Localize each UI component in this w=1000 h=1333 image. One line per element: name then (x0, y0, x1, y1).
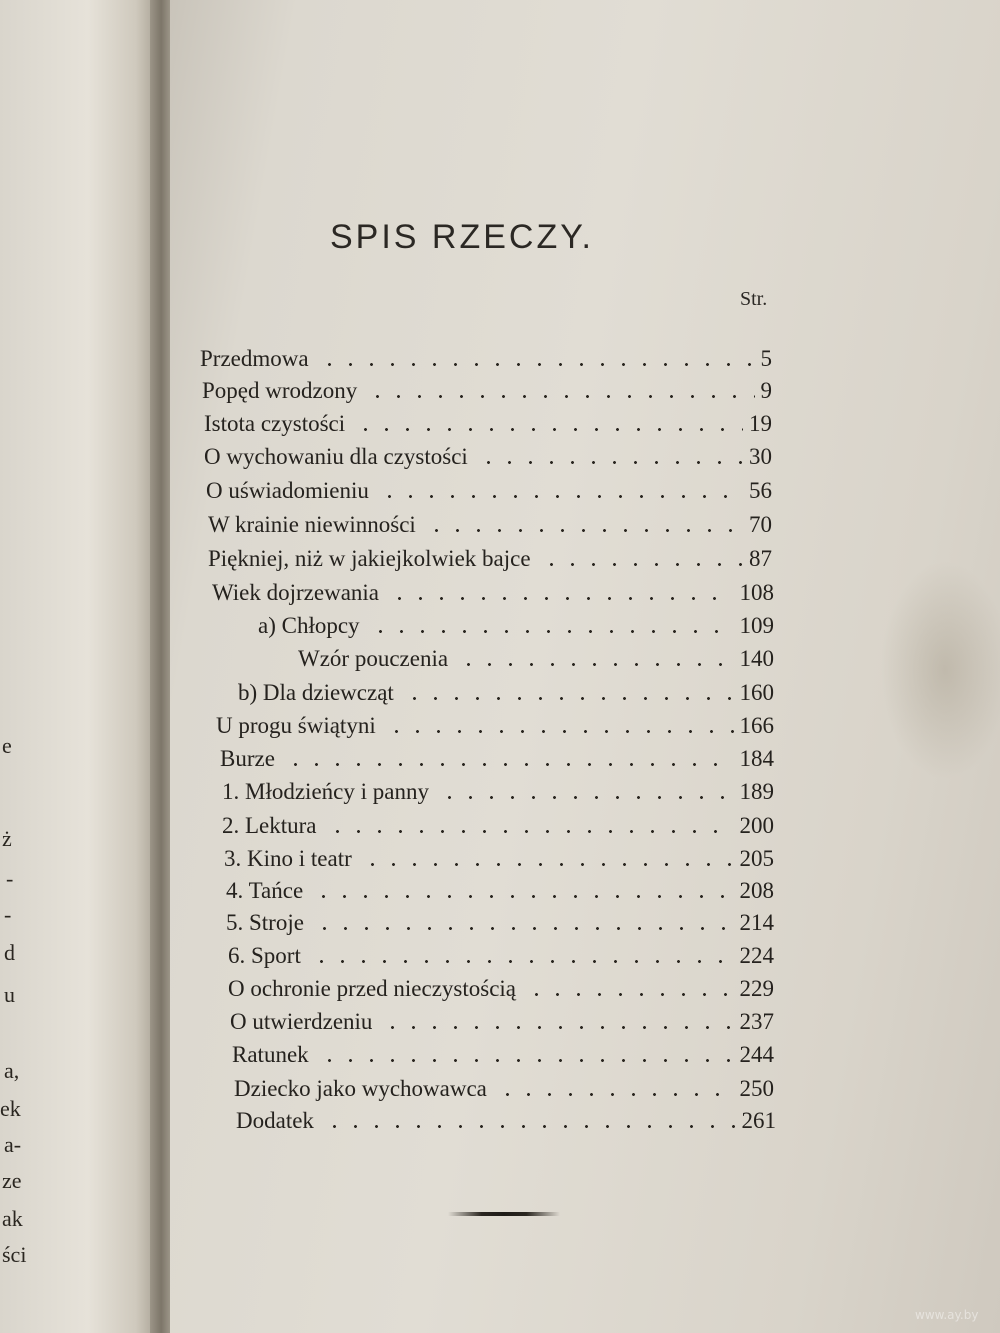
toc-entry (204, 403, 772, 437)
toc-entry-page: 224 (739, 943, 774, 968)
toc-entry-title: 6. Sport (228, 943, 301, 968)
toc-entry-title: U progu świątyni (216, 713, 376, 738)
toc-entry (228, 968, 774, 1002)
toc-entry-page: 5 (760, 346, 772, 371)
toc-entry-title: Przedmowa (200, 346, 309, 371)
toc-leader-dots (327, 830, 734, 833)
toc-entry (216, 705, 774, 739)
toc-entry-page: 87 (749, 546, 772, 571)
toc-entry (222, 805, 774, 839)
toc-leader-dots (458, 663, 733, 666)
toc-entry-title: Wiek dojrzewania (212, 580, 380, 605)
toc-leader-dots (426, 529, 743, 532)
toc-entry-page: 184 (739, 746, 774, 771)
toc-entry-title: Wzór pouczenia (298, 646, 449, 671)
toc-leader-dots (367, 395, 754, 398)
left-page-fragment: ze (2, 1168, 22, 1193)
page-title: SPIS RZECZY. (330, 218, 594, 256)
toc-leader-dots (439, 796, 734, 799)
toc-leader-dots (404, 697, 734, 700)
toc-entry-page: 244 (739, 1042, 774, 1067)
toc-entry (234, 1068, 774, 1102)
toc-leader-dots (324, 1125, 736, 1128)
left-page-fragment: e (2, 733, 12, 758)
left-page-fragment: ek (0, 1096, 21, 1121)
toc-entry-page: 140 (739, 646, 774, 671)
left-page-fragment: d (4, 940, 15, 965)
left-page-fragment: u (4, 982, 15, 1007)
toc-entry (298, 638, 774, 672)
toc-entry-title: b) Dla dziewcząt (238, 680, 394, 705)
toc-entry-title: 4. Tańce (226, 878, 304, 903)
toc-entry-title: Piękniej, niż w jakiejkolwiek bajce (208, 546, 531, 571)
toc-entry-title: 3. Kino i teatr (224, 846, 352, 871)
toc-entry-page: 205 (739, 846, 774, 871)
toc-entry-title: O wychowaniu dla czystości (204, 444, 468, 469)
toc-entry-page: 19 (749, 411, 772, 436)
toc-entry-title: Istota czystości (204, 411, 346, 436)
toc-entry-title: 2. Lektura (222, 813, 317, 838)
toc-entry-page: 229 (739, 976, 774, 1001)
toc-leader-dots (319, 1059, 734, 1062)
toc-leader-dots (355, 428, 743, 431)
toc-entry (212, 572, 774, 606)
toc-entry (226, 870, 774, 904)
ornamental-rule (448, 1212, 560, 1216)
toc-entry (230, 1001, 774, 1035)
toc-entry-title: W krainie niewinności (208, 512, 416, 537)
toc-entry-title: Dodatek (236, 1108, 314, 1133)
toc-leader-dots (382, 1026, 733, 1029)
page-column-label: Str. (740, 288, 768, 310)
toc-entry (222, 771, 774, 805)
toc-entry-title: O utwierdzeniu (230, 1009, 373, 1034)
toc-leader-dots (386, 730, 734, 733)
toc-entry (202, 370, 772, 404)
toc-entry-page: 108 (739, 580, 774, 605)
toc-leader-dots (478, 461, 743, 464)
toc-entry-title: Ratunek (232, 1042, 309, 1067)
toc-entry (224, 838, 774, 872)
toc-leader-dots (285, 763, 734, 766)
toc-entry (208, 504, 772, 538)
toc-entry-page: 56 (749, 478, 772, 503)
toc-entry (226, 902, 774, 936)
page-stain (880, 560, 1000, 780)
toc-entry (236, 1100, 776, 1134)
left-page-fragment: ak (2, 1206, 23, 1231)
toc-entry-page: 160 (739, 680, 774, 705)
left-page-fragment: ż (2, 826, 12, 851)
toc-entry-page: 214 (739, 910, 774, 935)
toc-leader-dots (389, 597, 733, 600)
toc-entry (232, 1034, 774, 1068)
toc-entry-page: 30 (749, 444, 772, 469)
toc-entry (228, 935, 774, 969)
toc-entry (238, 672, 774, 706)
left-page-fragment: a, (4, 1058, 20, 1083)
toc-leader-dots (362, 863, 734, 866)
toc-leader-dots (311, 960, 734, 963)
watermark: www.ay.by (915, 1308, 979, 1322)
toc-entry-page: 250 (739, 1076, 774, 1101)
toc-entry-title: 5. Stroje (226, 910, 304, 935)
toc-leader-dots (370, 630, 734, 633)
toc-entry-title: O ochronie przed nieczystością (228, 976, 517, 1001)
toc-entry-title: 1. Młodzieńcy i panny (222, 779, 429, 804)
toc-entry-page: 200 (739, 813, 774, 838)
toc-entry-page: 109 (739, 613, 774, 638)
toc-entry-title: Popęd wrodzony (202, 378, 358, 403)
toc-leader-dots (319, 363, 755, 366)
toc-entry-title: a) Chłopcy (258, 613, 360, 638)
toc-entry-title: Dziecko jako wychowawca (234, 1076, 487, 1101)
toc-leader-dots (497, 1093, 734, 1096)
toc-entry (200, 338, 772, 372)
left-page-fragment: ści (2, 1242, 27, 1267)
toc-leader-dots (313, 895, 733, 898)
toc-entry-page: 237 (739, 1009, 774, 1034)
toc-entry (204, 436, 772, 470)
toc-entry-page: 261 (741, 1108, 776, 1133)
toc-leader-dots (541, 563, 743, 566)
toc-entry (220, 738, 774, 772)
toc-leader-dots (526, 993, 733, 996)
toc-leader-dots (379, 495, 743, 498)
toc-entry-page: 189 (739, 779, 774, 804)
toc-entry-title: Burze (220, 746, 275, 771)
toc-entry (206, 470, 772, 504)
left-page-fragment: a- (4, 1132, 22, 1157)
toc-entry-page: 208 (739, 878, 774, 903)
toc-entry-page: 9 (760, 378, 772, 403)
toc-leader-dots (314, 927, 734, 930)
toc-entry (208, 538, 772, 572)
left-page-fragment: - (4, 902, 12, 927)
toc-entry (258, 605, 774, 639)
toc-entry-page: 70 (749, 512, 772, 537)
left-page-fragment: - (6, 866, 14, 891)
toc-entry-title: O uświadomieniu (206, 478, 369, 503)
toc-entry-page: 166 (739, 713, 774, 738)
